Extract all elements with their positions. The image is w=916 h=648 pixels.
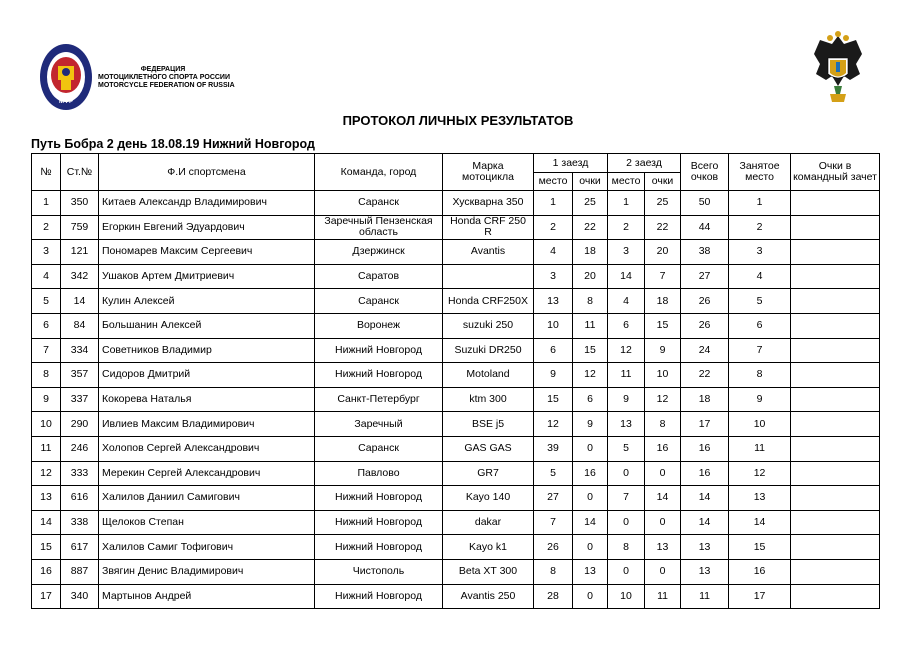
cell-team-text: Нижний Новгород bbox=[335, 369, 422, 381]
cell-final-place: 13 bbox=[729, 486, 791, 511]
cell-race-2-points: 0 bbox=[645, 461, 681, 486]
cell-num: 8 bbox=[32, 363, 61, 388]
cell-team bbox=[315, 191, 443, 216]
cell-race-2-points: 10 bbox=[645, 363, 681, 388]
cell-total: 44 bbox=[681, 215, 729, 240]
table-row bbox=[32, 387, 880, 412]
cell-team-text: Воронеж bbox=[356, 320, 401, 332]
cell-total: 50 bbox=[681, 191, 729, 216]
cell-num: 17 bbox=[32, 584, 61, 609]
cell-race-1-points: 25 bbox=[573, 191, 608, 216]
cell-race-1-points: 11 bbox=[573, 313, 608, 338]
col-start-num: Ст.№ bbox=[61, 154, 99, 191]
cell-final-place: 1 bbox=[729, 191, 791, 216]
cell-race-1-points: 6 bbox=[573, 387, 608, 412]
cell-name: Щелоков Степан bbox=[99, 510, 315, 535]
cell-race-2-points: 18 bbox=[645, 289, 681, 314]
cell-total: 13 bbox=[681, 535, 729, 560]
cell-team-points bbox=[791, 338, 880, 363]
cell-race-2-points: 16 bbox=[645, 436, 681, 461]
cell-start-num: 334 bbox=[61, 338, 99, 363]
cell-name: Кокорева Наталья bbox=[99, 387, 315, 412]
cell-team-text: Заречный bbox=[354, 418, 403, 430]
col-race-1: 1 заезд bbox=[534, 154, 608, 173]
cell-bike-text: Avantis 250 bbox=[460, 590, 516, 602]
cell-team-points bbox=[791, 412, 880, 437]
cell-start-num: 340 bbox=[61, 584, 99, 609]
cell-total: 13 bbox=[681, 559, 729, 584]
cell-start-num: 14 bbox=[61, 289, 99, 314]
cell-num: 9 bbox=[32, 387, 61, 412]
cell-final-place: 2 bbox=[729, 215, 791, 240]
cell-total: 14 bbox=[681, 486, 729, 511]
cell-team-points bbox=[791, 584, 880, 609]
table-row bbox=[32, 486, 880, 511]
cell-num: 6 bbox=[32, 313, 61, 338]
cell-team-text: Саранск bbox=[358, 295, 399, 307]
cell-race-2-place: 5 bbox=[608, 436, 645, 461]
col-race-2-place: место bbox=[608, 173, 645, 191]
cell-start-num: 338 bbox=[61, 510, 99, 535]
cell-bike-text: Suzuki DR250 bbox=[454, 344, 522, 356]
cell-race-1-points: 0 bbox=[573, 436, 608, 461]
cell-name: Кулин Алексей bbox=[99, 289, 315, 314]
cell-start-num: 616 bbox=[61, 486, 99, 511]
cell-team-points bbox=[791, 215, 880, 240]
cell-race-1-points: 0 bbox=[573, 584, 608, 609]
cell-race-1-place: 27 bbox=[534, 486, 573, 511]
cell-final-place: 9 bbox=[729, 387, 791, 412]
cell-race-2-place: 12 bbox=[608, 338, 645, 363]
cell-num: 3 bbox=[32, 240, 61, 265]
cell-final-place: 6 bbox=[729, 313, 791, 338]
cell-team bbox=[315, 559, 443, 584]
cell-race-2-place: 2 bbox=[608, 215, 645, 240]
results-table bbox=[31, 153, 880, 609]
cell-team bbox=[315, 461, 443, 486]
cell-bike-text: Kayo k1 bbox=[469, 541, 507, 553]
cell-race-1-points: 14 bbox=[573, 510, 608, 535]
cell-bike bbox=[443, 535, 534, 560]
col-team: Команда, город bbox=[315, 154, 443, 191]
cell-final-place: 11 bbox=[729, 436, 791, 461]
cell-bike-text: Motoland bbox=[466, 369, 510, 381]
cell-total: 26 bbox=[681, 289, 729, 314]
cell-race-2-points: 22 bbox=[645, 215, 681, 240]
cell-bike bbox=[443, 387, 534, 412]
cell-team bbox=[315, 338, 443, 363]
cell-team-points bbox=[791, 289, 880, 314]
cell-name: Большанин Алексей bbox=[99, 313, 315, 338]
cell-race-1-place: 8 bbox=[534, 559, 573, 584]
cell-race-1-points: 9 bbox=[573, 412, 608, 437]
cell-final-place: 15 bbox=[729, 535, 791, 560]
cell-bike-text: Beta XT 300 bbox=[458, 566, 518, 578]
cell-race-2-points: 11 bbox=[645, 584, 681, 609]
cell-team-text: Павлово bbox=[357, 467, 400, 479]
cell-team-text: Заречный Пензенская область bbox=[324, 216, 433, 239]
cell-bike bbox=[443, 191, 534, 216]
cell-race-2-points: 25 bbox=[645, 191, 681, 216]
col-race-2: 2 заезд bbox=[608, 154, 681, 173]
cell-race-2-points: 8 bbox=[645, 412, 681, 437]
cell-final-place: 4 bbox=[729, 264, 791, 289]
cell-name: Ушаков Артем Дмитриевич bbox=[99, 264, 315, 289]
cell-team bbox=[315, 535, 443, 560]
cell-race-2-place: 8 bbox=[608, 535, 645, 560]
cell-final-place: 7 bbox=[729, 338, 791, 363]
cell-num: 2 bbox=[32, 215, 61, 240]
cell-race-1-place: 2 bbox=[534, 215, 573, 240]
col-team-points-label: Очки в командный зачет bbox=[793, 161, 877, 183]
cell-final-place: 16 bbox=[729, 559, 791, 584]
cell-total: 26 bbox=[681, 313, 729, 338]
cell-team-points bbox=[791, 363, 880, 388]
event-title: Путь Бобра 2 день 18.08.19 Нижний Новгород bbox=[31, 137, 315, 151]
cell-team-points bbox=[791, 461, 880, 486]
table-row bbox=[32, 191, 880, 216]
cell-race-1-place: 7 bbox=[534, 510, 573, 535]
cell-total: 24 bbox=[681, 338, 729, 363]
cell-race-2-place: 10 bbox=[608, 584, 645, 609]
cell-race-2-place: 0 bbox=[608, 461, 645, 486]
cell-bike-text: GR7 bbox=[477, 467, 499, 479]
cell-race-1-place: 4 bbox=[534, 240, 573, 265]
col-num: № bbox=[32, 154, 61, 191]
cell-bike-text: GAS GAS bbox=[464, 443, 512, 455]
cell-bike bbox=[443, 436, 534, 461]
cell-race-1-place: 26 bbox=[534, 535, 573, 560]
cell-bike bbox=[443, 240, 534, 265]
cell-race-2-place: 0 bbox=[608, 510, 645, 535]
document-title: ПРОТОКОЛ ЛИЧНЫХ РЕЗУЛЬТАТОВ bbox=[342, 113, 574, 128]
cell-name: Мерекин Сергей Александрович bbox=[99, 461, 315, 486]
cell-team-points bbox=[791, 436, 880, 461]
cell-start-num: 357 bbox=[61, 363, 99, 388]
cell-total: 38 bbox=[681, 240, 729, 265]
mfr-logo-icon bbox=[38, 42, 94, 112]
cell-num: 1 bbox=[32, 191, 61, 216]
cell-name: Егоркин Евгений Эдуардович bbox=[99, 215, 315, 240]
cell-race-1-points: 13 bbox=[573, 559, 608, 584]
cell-total: 17 bbox=[681, 412, 729, 437]
cell-num: 16 bbox=[32, 559, 61, 584]
cell-total: 27 bbox=[681, 264, 729, 289]
col-race-2-points: очки bbox=[645, 173, 681, 191]
cell-total: 16 bbox=[681, 461, 729, 486]
table-row bbox=[32, 240, 880, 265]
cell-race-2-points: 9 bbox=[645, 338, 681, 363]
cell-bike bbox=[443, 264, 534, 289]
cell-final-place: 17 bbox=[729, 584, 791, 609]
cell-final-place: 5 bbox=[729, 289, 791, 314]
cell-team-points bbox=[791, 313, 880, 338]
cell-bike-text: Honda CRF 250 R bbox=[450, 216, 526, 239]
table-row bbox=[32, 338, 880, 363]
cell-team-text: Нижний Новгород bbox=[335, 344, 422, 356]
cell-name: Пономарев Максим Сергеевич bbox=[99, 240, 315, 265]
cell-total: 14 bbox=[681, 510, 729, 535]
cell-name: Холопов Сергей Александрович bbox=[99, 436, 315, 461]
organization-name bbox=[98, 66, 235, 90]
col-total: Всего очков bbox=[681, 154, 729, 191]
cell-team-points bbox=[791, 387, 880, 412]
cell-team bbox=[315, 313, 443, 338]
cell-team bbox=[315, 264, 443, 289]
cell-team-points bbox=[791, 510, 880, 535]
cell-team-points bbox=[791, 191, 880, 216]
cell-team-points bbox=[791, 264, 880, 289]
cell-race-1-place: 9 bbox=[534, 363, 573, 388]
cell-team bbox=[315, 215, 443, 240]
cell-bike-text: Kayo 140 bbox=[465, 492, 511, 504]
cell-num: 12 bbox=[32, 461, 61, 486]
cell-bike bbox=[443, 461, 534, 486]
cell-bike bbox=[443, 289, 534, 314]
cell-team bbox=[315, 289, 443, 314]
table-row bbox=[32, 535, 880, 560]
cell-race-1-place: 1 bbox=[534, 191, 573, 216]
table-row bbox=[32, 363, 880, 388]
col-team-points bbox=[791, 154, 880, 191]
cell-total: 22 bbox=[681, 363, 729, 388]
cell-race-1-points: 16 bbox=[573, 461, 608, 486]
cell-start-num: 350 bbox=[61, 191, 99, 216]
cell-name: Халилов Даниил Самигович bbox=[99, 486, 315, 511]
col-final-place: Занятое место bbox=[729, 154, 791, 191]
cell-race-1-points: 8 bbox=[573, 289, 608, 314]
cell-race-2-place: 4 bbox=[608, 289, 645, 314]
cell-team-text: Нижний Новгород bbox=[335, 492, 422, 504]
cell-bike bbox=[443, 486, 534, 511]
header-row bbox=[32, 154, 880, 173]
cell-race-1-place: 28 bbox=[534, 584, 573, 609]
cell-team bbox=[315, 584, 443, 609]
cell-race-1-points: 15 bbox=[573, 338, 608, 363]
cell-start-num: 887 bbox=[61, 559, 99, 584]
table-row bbox=[32, 264, 880, 289]
cell-team-points bbox=[791, 535, 880, 560]
cell-race-2-points: 7 bbox=[645, 264, 681, 289]
cell-team-text: Дзержинск bbox=[352, 246, 405, 258]
cell-race-2-place: 3 bbox=[608, 240, 645, 265]
logo-label: МФР bbox=[58, 99, 74, 105]
cell-bike-text: Avantis bbox=[470, 246, 506, 258]
table-row bbox=[32, 436, 880, 461]
cell-name: Советников Владимир bbox=[99, 338, 315, 363]
cell-race-2-place: 0 bbox=[608, 559, 645, 584]
cell-num: 10 bbox=[32, 412, 61, 437]
cell-bike bbox=[443, 338, 534, 363]
table-row bbox=[32, 559, 880, 584]
cell-bike bbox=[443, 363, 534, 388]
cell-start-num: 333 bbox=[61, 461, 99, 486]
cell-race-1-place: 6 bbox=[534, 338, 573, 363]
cell-team-text: Нижний Новгород bbox=[335, 590, 422, 602]
cell-bike bbox=[443, 559, 534, 584]
cell-name: Халилов Самиг Тофигович bbox=[99, 535, 315, 560]
cell-team bbox=[315, 486, 443, 511]
cell-race-2-place: 7 bbox=[608, 486, 645, 511]
col-bike: Марка мотоцикла bbox=[443, 154, 534, 191]
col-name: Ф.И спортсмена bbox=[99, 154, 315, 191]
cell-race-1-place: 13 bbox=[534, 289, 573, 314]
cell-race-1-points: 0 bbox=[573, 535, 608, 560]
cell-final-place: 3 bbox=[729, 240, 791, 265]
table-row bbox=[32, 461, 880, 486]
cell-race-2-place: 6 bbox=[608, 313, 645, 338]
results-body bbox=[32, 191, 880, 609]
cell-final-place: 14 bbox=[729, 510, 791, 535]
cell-num: 4 bbox=[32, 264, 61, 289]
cell-race-1-place: 3 bbox=[534, 264, 573, 289]
cell-total: 16 bbox=[681, 436, 729, 461]
table-row bbox=[32, 584, 880, 609]
cell-team bbox=[315, 363, 443, 388]
cell-race-1-place: 15 bbox=[534, 387, 573, 412]
cell-start-num: 337 bbox=[61, 387, 99, 412]
cell-team-points bbox=[791, 240, 880, 265]
cell-bike-text: dakar bbox=[474, 517, 502, 529]
cell-bike-text: Honda CRF250X bbox=[448, 295, 528, 307]
org-line-1: ФЕДЕРАЦИЯ bbox=[140, 66, 186, 73]
cell-bike-text: ktm 300 bbox=[469, 394, 507, 406]
cell-num: 15 bbox=[32, 535, 61, 560]
col-race-1-points: очки bbox=[573, 173, 608, 191]
cell-bike bbox=[443, 313, 534, 338]
cell-start-num: 246 bbox=[61, 436, 99, 461]
cell-team-text: Нижний Новгород bbox=[335, 541, 422, 553]
cell-team-text: Саратов bbox=[357, 271, 400, 283]
cell-team-points bbox=[791, 559, 880, 584]
cell-race-2-place: 11 bbox=[608, 363, 645, 388]
cell-start-num: 290 bbox=[61, 412, 99, 437]
cell-race-2-points: 0 bbox=[645, 510, 681, 535]
cell-race-2-points: 15 bbox=[645, 313, 681, 338]
cell-race-1-points: 12 bbox=[573, 363, 608, 388]
cell-race-2-points: 0 bbox=[645, 559, 681, 584]
cell-start-num: 121 bbox=[61, 240, 99, 265]
cell-race-2-place: 9 bbox=[608, 387, 645, 412]
table-row bbox=[32, 510, 880, 535]
cell-race-2-place: 14 bbox=[608, 264, 645, 289]
cell-team bbox=[315, 436, 443, 461]
cell-name: Мартынов Андрей bbox=[99, 584, 315, 609]
cell-team bbox=[315, 412, 443, 437]
cell-bike bbox=[443, 215, 534, 240]
cell-bike bbox=[443, 584, 534, 609]
org-line-2: МОТОЦИКЛЕТНОГО СПОРТА РОССИИ bbox=[98, 74, 230, 81]
cell-race-1-points: 20 bbox=[573, 264, 608, 289]
cell-num: 5 bbox=[32, 289, 61, 314]
cell-race-1-place: 12 bbox=[534, 412, 573, 437]
cell-team bbox=[315, 510, 443, 535]
cell-race-1-points: 22 bbox=[573, 215, 608, 240]
cell-team-text: Нижний Новгород bbox=[335, 517, 422, 529]
table-row bbox=[32, 313, 880, 338]
cell-team bbox=[315, 240, 443, 265]
org-line-3: MOTORCYCLE FEDERATION OF RUSSIA bbox=[98, 82, 235, 89]
cell-bike-text: Хускварна 350 bbox=[452, 197, 524, 209]
cell-race-1-place: 5 bbox=[534, 461, 573, 486]
cell-bike-text: suzuki 250 bbox=[462, 320, 514, 332]
cell-start-num: 759 bbox=[61, 215, 99, 240]
table-row bbox=[32, 412, 880, 437]
cell-race-2-points: 14 bbox=[645, 486, 681, 511]
col-race-1-place: место bbox=[534, 173, 573, 191]
cell-start-num: 84 bbox=[61, 313, 99, 338]
cell-race-1-place: 10 bbox=[534, 313, 573, 338]
cell-total: 18 bbox=[681, 387, 729, 412]
cell-name: Сидоров Дмитрий bbox=[99, 363, 315, 388]
cell-num: 11 bbox=[32, 436, 61, 461]
cell-race-1-points: 0 bbox=[573, 486, 608, 511]
cell-team-points bbox=[791, 486, 880, 511]
cell-num: 7 bbox=[32, 338, 61, 363]
cell-name: Китаев Александр Владимирович bbox=[99, 191, 315, 216]
cell-num: 14 bbox=[32, 510, 61, 535]
cell-start-num: 342 bbox=[61, 264, 99, 289]
cell-race-2-place: 13 bbox=[608, 412, 645, 437]
cell-name: Звягин Денис Владимирович bbox=[99, 559, 315, 584]
cell-bike bbox=[443, 510, 534, 535]
cell-bike bbox=[443, 412, 534, 437]
cell-name: Ивлиев Максим Владимирович bbox=[99, 412, 315, 437]
cell-num: 13 bbox=[32, 486, 61, 511]
cell-team-text: Санкт-Петербург bbox=[337, 394, 420, 406]
cell-final-place: 8 bbox=[729, 363, 791, 388]
cell-race-1-points: 18 bbox=[573, 240, 608, 265]
cell-start-num: 617 bbox=[61, 535, 99, 560]
cell-race-2-place: 1 bbox=[608, 191, 645, 216]
cell-total: 11 bbox=[681, 584, 729, 609]
russian-coat-of-arms-icon bbox=[810, 30, 866, 106]
cell-race-2-points: 20 bbox=[645, 240, 681, 265]
cell-race-2-points: 12 bbox=[645, 387, 681, 412]
cell-team-text: Чистополь bbox=[352, 566, 405, 578]
table-row bbox=[32, 289, 880, 314]
cell-race-2-points: 13 bbox=[645, 535, 681, 560]
table-row bbox=[32, 215, 880, 240]
cell-race-1-place: 39 bbox=[534, 436, 573, 461]
cell-final-place: 10 bbox=[729, 412, 791, 437]
cell-final-place: 12 bbox=[729, 461, 791, 486]
cell-team-text: Саранск bbox=[358, 197, 399, 209]
cell-team bbox=[315, 387, 443, 412]
cell-bike-text: BSE j5 bbox=[471, 418, 505, 430]
cell-team-text: Саранск bbox=[358, 443, 399, 455]
